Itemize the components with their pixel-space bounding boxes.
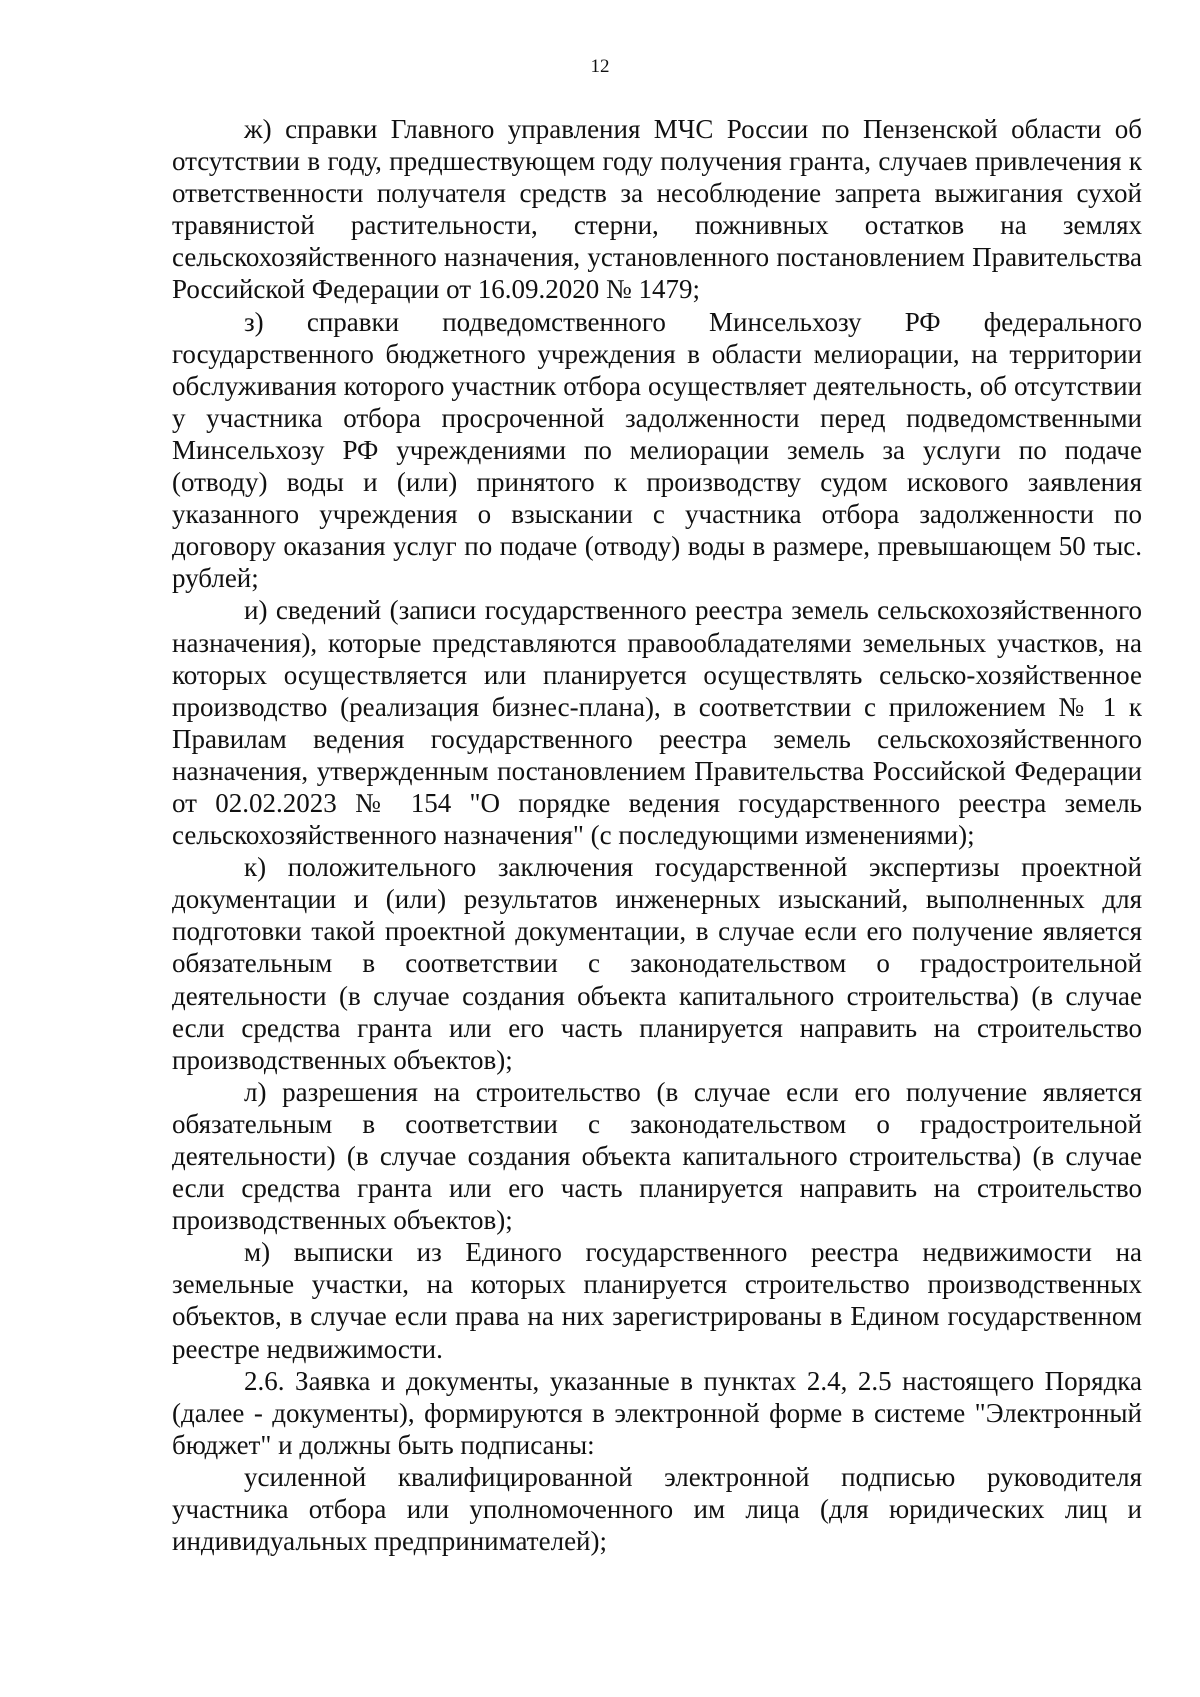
paragraph-m-real-estate-registry-extract: м) выписки из Единого государственного реестра недвижимости на земельные участки, на которых планируется строительство производственных объектов, в случае если права на них зарегистрированы в Едином государственном реестре недвижимости. xyxy=(172,1237,1142,1364)
paragraph-k-state-expertise-conclusion: к) положительного заключения государственной экспертизы проектной документации и (или) результатов инженерных изысканий, выполненных для подготовки такой проектной документации, в случае если его получение является обязательным в соответствии с законодательством о градостроительной деятельности (в случае создания объекта капитального строительства) (в случае если средства гранта или его часть планируется направить на строительство производственных объектов); xyxy=(172,852,1142,1075)
document-body xyxy=(172,113,1142,1557)
paragraph-l-construction-permit: л) разрешения на строительство (в случае если его получение является обязательным в соответствии с законодательством о градостроительной деятельности) (в случае создания объекта капитального строительства) (в случае если средства гранта или его часть планируется направить на строительство производственных объектов); xyxy=(172,1076,1142,1236)
paragraph-2-6-application-documents: 2.6. Заявка и документы, указанные в пунктах 2.4, 2.5 настоящего Порядка (далее - документы), формируются в электронной форме в системе "Электронный бюджет" и должны быть подписаны: xyxy=(172,1365,1142,1460)
paragraph-zh-fire-safety-certificate: ж) справки Главного управления МЧС России по Пензенской области об отсутствии в году, предшествующем году получения гранта, случаев привлечения к ответственности получателя средств за несоблюдение запрета выжигания сухой травянистой растительности, стерни, пожнивных остатков на землях сельскохозяйственного назначения, установленного постановлением Правительства Российской Федерации от 16.09.2020 № 1479; xyxy=(172,114,1142,305)
paragraph-i-land-registry-records: и) сведений (записи государственного реестра земель сельскохозяйственного назначения), которые представляются правообладателями земельных участков, на которых осуществляется или планируется осуществлять сельско-хозяйственное производство (реализация бизнес-плана), в соответствии с приложением № 1 к Правилам ведения государственного реестра земель сельскохозяйственного назначения, утвержденным постановлением Правительства Российской Федерации от 02.02.2023 № 154 "О порядке ведения государственного реестра земель сельскохозяйственного назначения" (с последующими изменениями); xyxy=(172,595,1142,851)
paragraph-z-melioration-certificate: з) справки подведомственного Минсельхозу РФ федерального государственного бюджетного учреждения в области мелиорации, на территории обслуживания которого участник отбора осуществляет деятельность, об отсутствии у участника отбора просроченной задолженности перед подведомственными Минсельхозу РФ учреждениями по мелиорации земель за услуги по подаче (отводу) воды и (или) принятого к производству судом искового заявления указанного учреждения о взыскании с участника отбора задолженности по договору оказания услуг по подаче (отводу) воды в размере, превышающем 50 тыс. рублей; xyxy=(172,306,1142,594)
paragraph-qualified-electronic-signature: усиленной квалифицированной электронной подписью руководителя участника отбора или уполномоченного им лица (для юридических лиц и индивидуальных предпринимателей); xyxy=(172,1461,1142,1557)
page-number: 12 xyxy=(590,56,610,77)
